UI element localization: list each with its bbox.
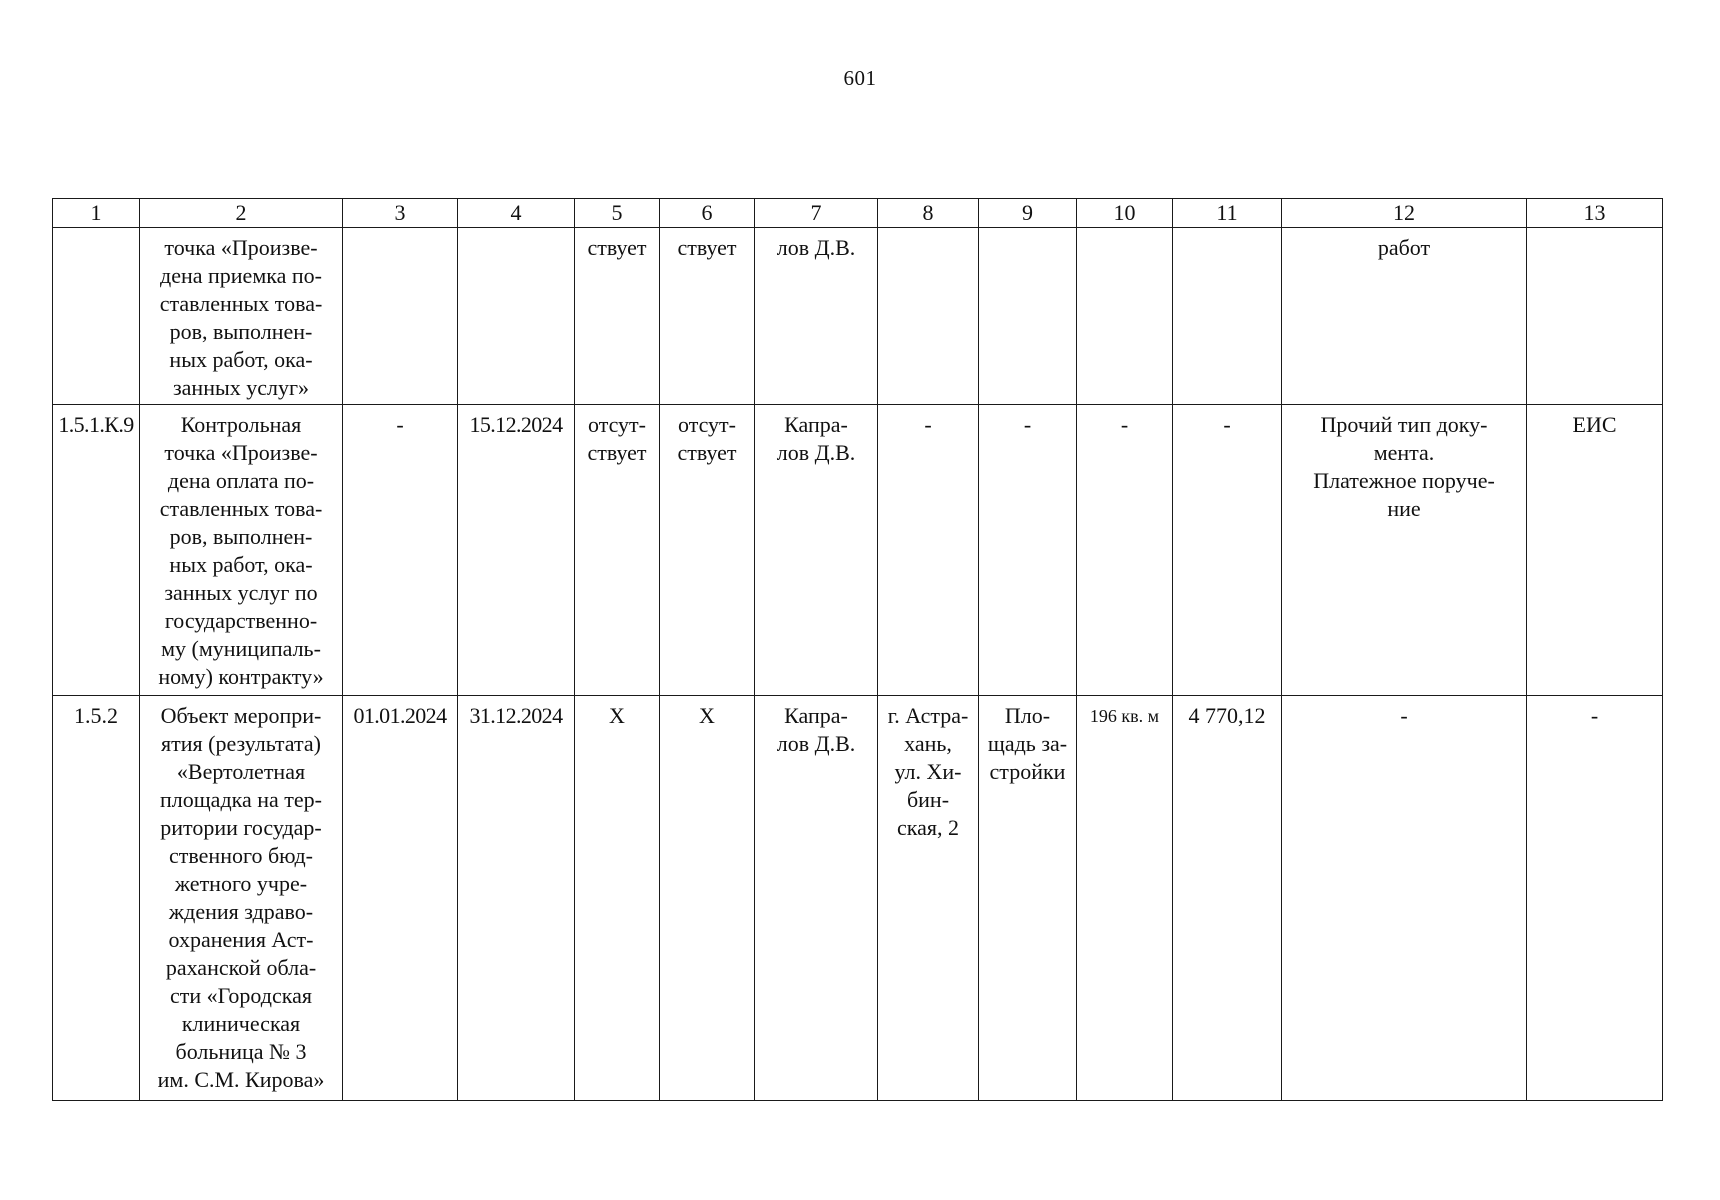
cell-text: ствует xyxy=(677,235,737,260)
table-cell xyxy=(1527,405,1663,696)
cell-text: 1.5.2 xyxy=(74,703,118,728)
table-cell xyxy=(53,696,140,1101)
table-cell xyxy=(660,696,755,1101)
cell-text: точка «Произве- дена приемка по- ставленных това- ров, выполнен- ных работ, ока- занных услуг» xyxy=(159,235,323,400)
column-header: 3 xyxy=(343,199,458,228)
table-cell xyxy=(343,228,458,405)
column-header: 1 xyxy=(53,199,140,228)
cell-text: - xyxy=(1023,412,1032,437)
table-cell xyxy=(1173,405,1282,696)
cell-text xyxy=(55,228,137,234)
column-header: 9 xyxy=(979,199,1077,228)
table-cell xyxy=(755,696,878,1101)
table-cell xyxy=(979,405,1077,696)
cell-text: ЕИС xyxy=(1572,412,1617,437)
table-cell xyxy=(1077,696,1173,1101)
cell-text: Пло- щадь за- стройки xyxy=(987,703,1068,784)
cell-text: Капра- лов Д.В. xyxy=(776,703,856,756)
table-cell xyxy=(1077,228,1173,405)
cell-text: 01.01.2024 xyxy=(353,703,447,728)
cell-text: отсут- ствует xyxy=(587,412,647,465)
cell-text: 31.12.2024 xyxy=(469,703,563,728)
page-number: 601 xyxy=(843,66,877,90)
cell-text xyxy=(1529,228,1660,234)
table-cell xyxy=(660,228,755,405)
column-header: 12 xyxy=(1282,199,1527,228)
cell-text: 15.12.2024 xyxy=(469,412,563,437)
table-cell xyxy=(1527,696,1663,1101)
table-cell xyxy=(1173,696,1282,1101)
column-header: 13 xyxy=(1527,199,1663,228)
table-cell xyxy=(575,696,660,1101)
table-cell xyxy=(979,696,1077,1101)
table-header-row xyxy=(53,199,1663,228)
table-cell xyxy=(140,696,343,1101)
table-cell xyxy=(979,228,1077,405)
table-cell xyxy=(1173,228,1282,405)
cell-text: 196 кв. м xyxy=(1089,706,1160,726)
column-header: 7 xyxy=(755,199,878,228)
cell-text xyxy=(880,228,976,234)
column-header: 4 xyxy=(458,199,575,228)
table-cell xyxy=(575,405,660,696)
column-header: 8 xyxy=(878,199,979,228)
table-cell xyxy=(1282,228,1527,405)
table-cell xyxy=(53,405,140,696)
table-cell xyxy=(878,405,979,696)
cell-text: работ xyxy=(1377,235,1431,260)
cell-text: - xyxy=(1590,703,1599,728)
cell-text: - xyxy=(396,412,404,437)
column-header: 10 xyxy=(1077,199,1173,228)
table-cell xyxy=(878,228,979,405)
table-cell xyxy=(755,405,878,696)
cell-text xyxy=(1079,228,1170,234)
cell-text xyxy=(345,228,455,234)
cell-text: 1.5.1.К.9 xyxy=(58,412,134,437)
table-cell xyxy=(458,405,575,696)
table-row xyxy=(53,228,1663,405)
column-header: 6 xyxy=(660,199,755,228)
table-cell xyxy=(140,228,343,405)
document-table xyxy=(52,198,1663,1101)
column-header: 11 xyxy=(1173,199,1282,228)
column-header: 2 xyxy=(140,199,343,228)
table-cell xyxy=(458,228,575,405)
table-cell xyxy=(878,696,979,1101)
table-cell xyxy=(1282,696,1527,1101)
table-cell xyxy=(1527,228,1663,405)
table-cell xyxy=(660,405,755,696)
table-cell xyxy=(755,228,878,405)
table-row xyxy=(53,405,1663,696)
cell-text: ствует xyxy=(587,235,647,260)
cell-text: 4 770,12 xyxy=(1188,703,1266,728)
table-cell xyxy=(1077,405,1173,696)
cell-text: Прочий тип доку- мента. Платежное поруче- ние xyxy=(1313,412,1495,521)
cell-text: г. Астра- хань, ул. Хи- бин- ская, 2 xyxy=(887,703,969,840)
column-header: 5 xyxy=(575,199,660,228)
table-cell xyxy=(343,696,458,1101)
table-cell xyxy=(1282,405,1527,696)
cell-text: - xyxy=(1120,412,1129,437)
cell-text: Х xyxy=(609,703,625,728)
cell-text: - xyxy=(1400,703,1408,728)
cell-text: отсут- ствует xyxy=(677,412,737,465)
cell-text xyxy=(1175,228,1279,234)
cell-text: Капра- лов Д.В. xyxy=(776,412,856,465)
cell-text xyxy=(981,228,1074,234)
cell-text: Контрольная точка «Произве- дена оплата по- ставленных това- ров, выполнен- ных работ, ока- занных услуг по государственно- му (муниципаль- ному) контракту» xyxy=(158,412,324,689)
cell-text: - xyxy=(1223,412,1231,437)
cell-text: Объект меропри- ятия (результата) «Вертолетная площадка на тер- ритории государ- ственного бюд- жетного учре- ждения здраво- охранения Аст- раханской обла- сти «Городская клиническая больница № 3 им. С.М. Кирова» xyxy=(157,703,325,1092)
table-cell xyxy=(53,228,140,405)
cell-text: Х xyxy=(699,703,715,728)
table-cell xyxy=(140,405,343,696)
cell-text xyxy=(460,228,572,234)
table-cell xyxy=(343,405,458,696)
cell-text: - xyxy=(924,412,932,437)
table-cell xyxy=(458,696,575,1101)
table-cell xyxy=(575,228,660,405)
cell-text: лов Д.В. xyxy=(776,235,856,260)
table-row xyxy=(53,696,1663,1101)
